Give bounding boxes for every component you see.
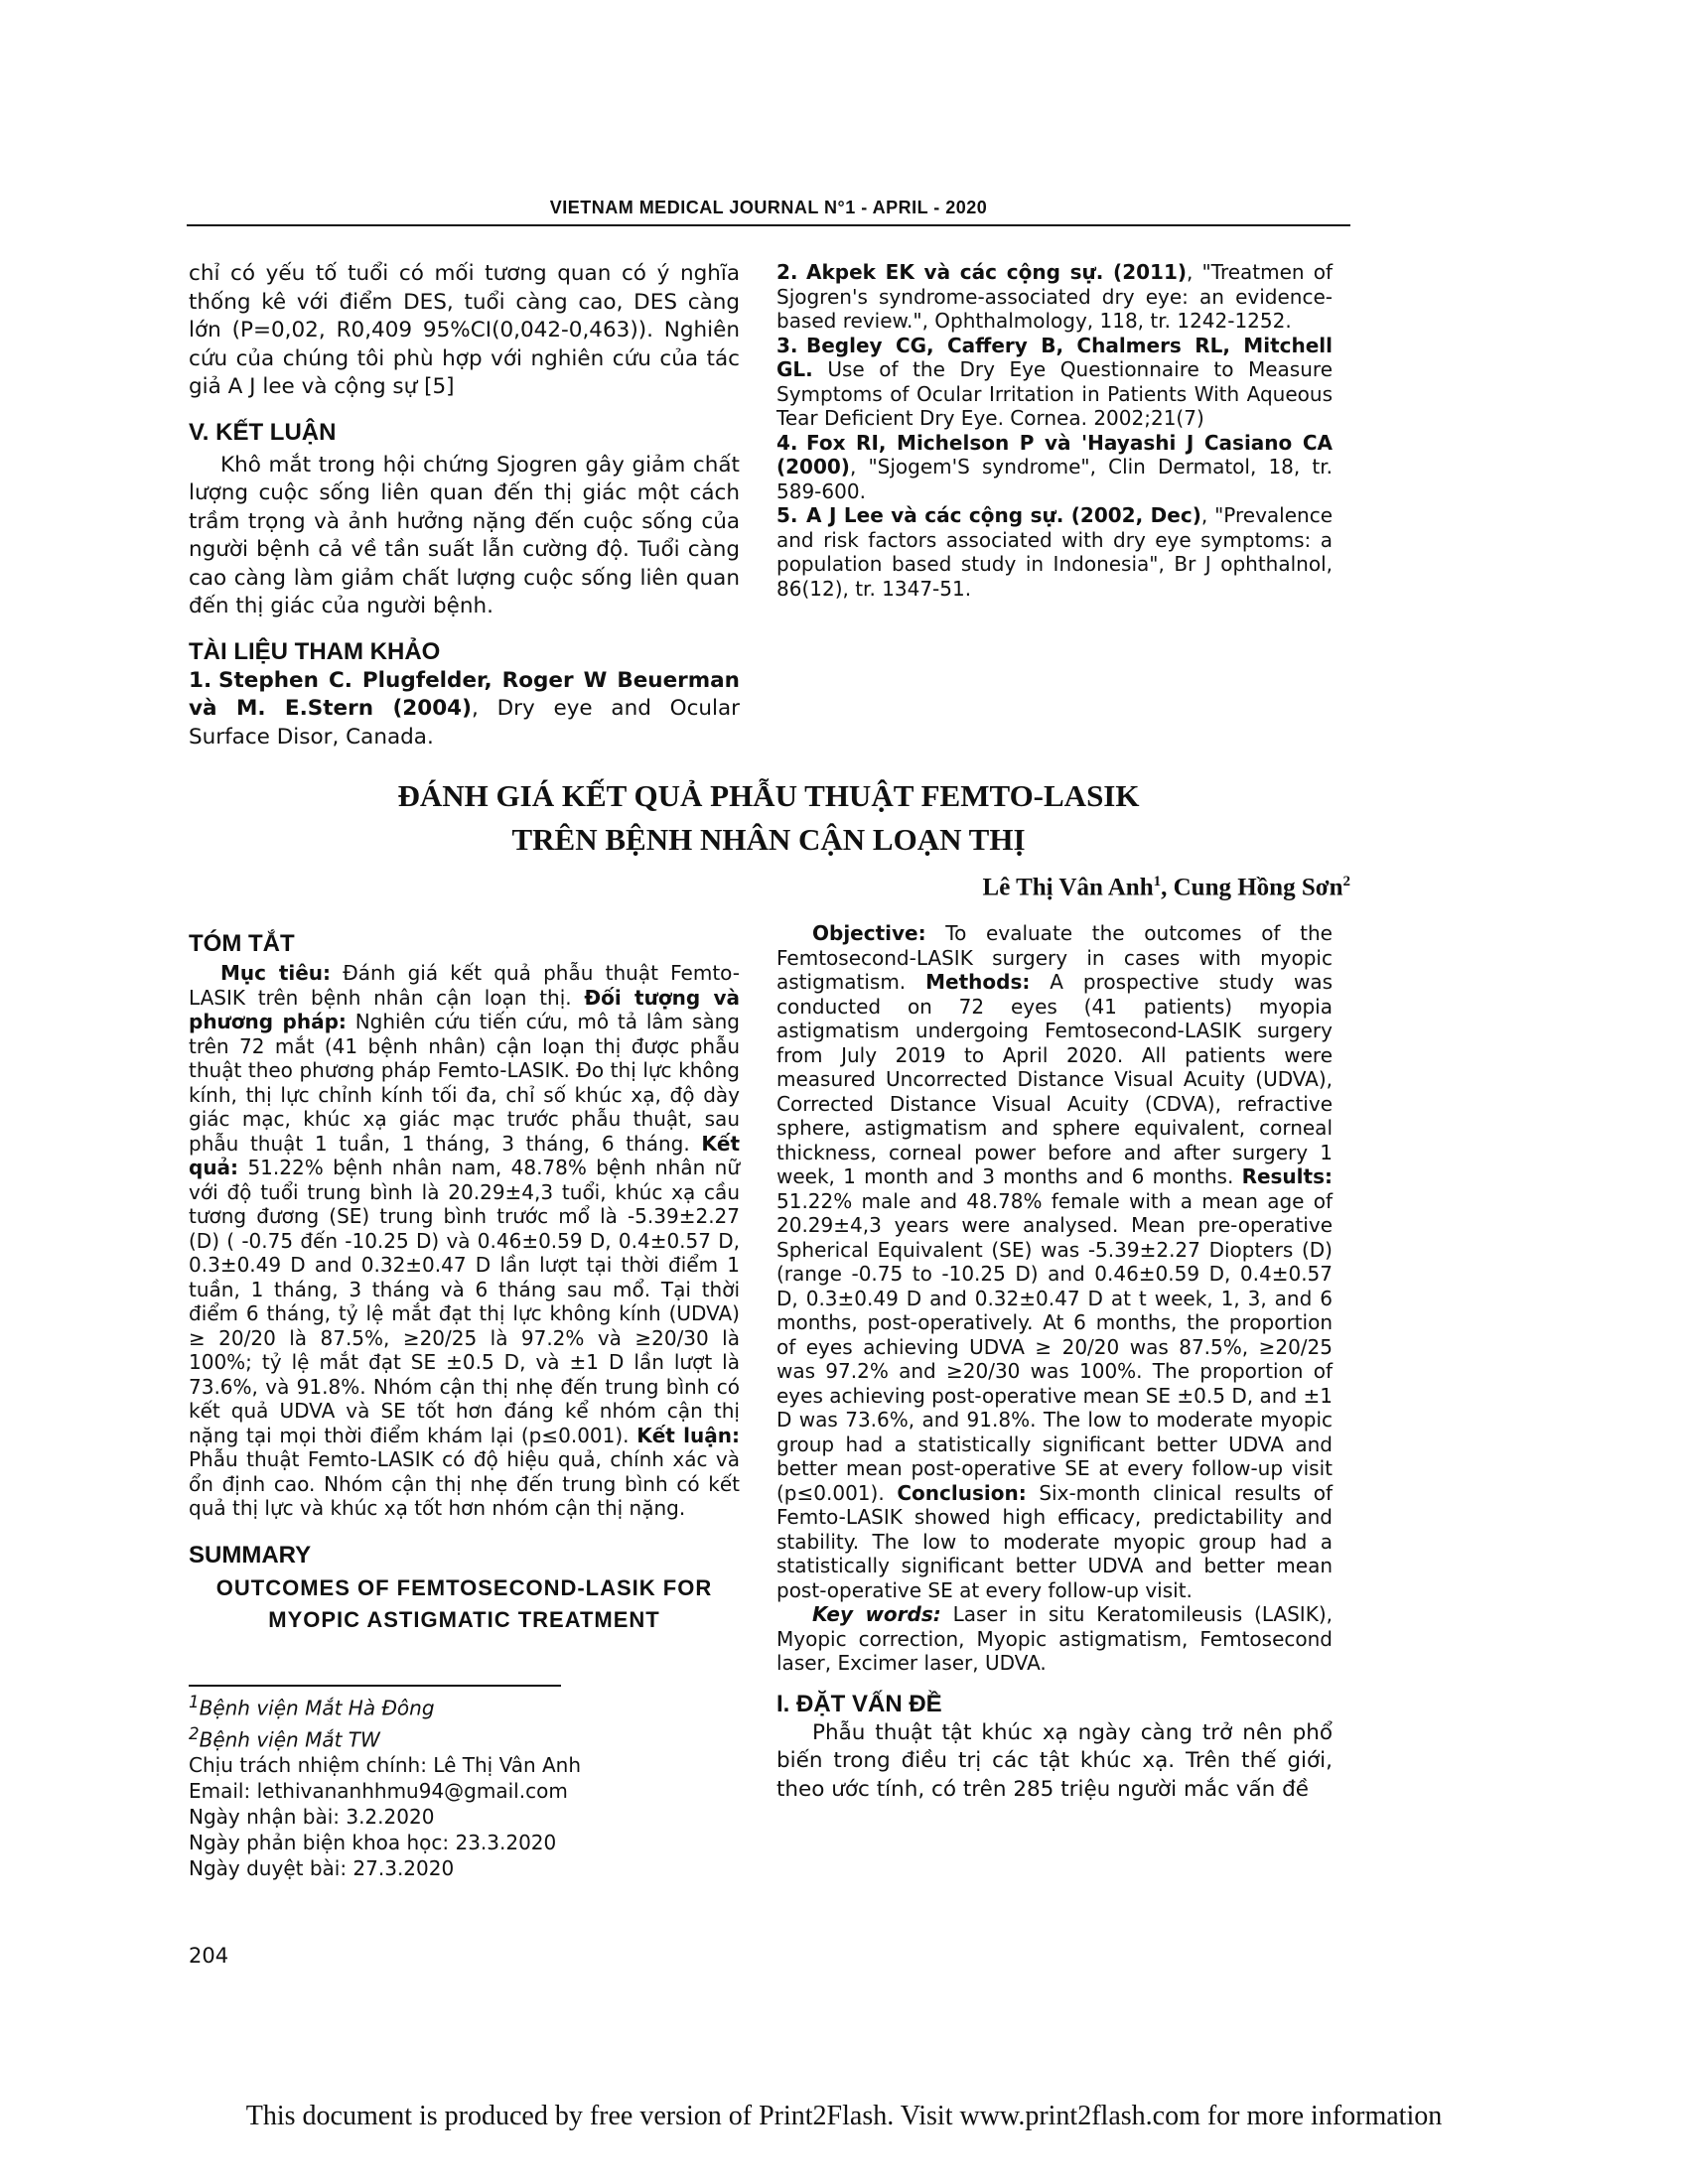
reference-2 (776, 260, 1333, 334)
reference-1-details: , Dry eye and Ocular Surface Disor, Canada. (189, 696, 741, 750)
reference-4-authors: Fox RI, Michelson P và 'Hayashi J Casiano CA (2000) (776, 430, 1333, 478)
conclusion-text-vi: Phẫu thuật Femto-LASIK có độ hiệu quả, chính xác và ổn định cao. Nhóm cận thị nhẹ đến trung bình có kết quả thị lực và khúc xạ tốt hơn nhóm cận thị nặng. (189, 1447, 740, 1520)
abstract-vi-heading: TÓM TẮT (189, 930, 295, 957)
summary-title-line-1: OUTCOMES OF FEMTOSECOND-LASIK FOR (215, 1574, 713, 1600)
reference-3-details: Use of the Dry Eye Questionnaire to Measure Symptoms of Ocular Irritation in Patients With Aqueous Tear Deficient Dry Eye. Cornea. 2002;21(7) (776, 357, 1333, 430)
contact-email: Email: lethivananhhmu94@gmail.com (189, 1779, 568, 1804)
reference-2-details: , "Treatmen of Sjogren's syndrome-associated dry eye: an evidence-based review.", Ophthalmology, 118, tr. 1242-1252. (776, 260, 1333, 333)
results-label-en: Results: (1241, 1164, 1333, 1188)
references-heading: TÀI LIỆU THAM KHẢO (189, 637, 441, 665)
reference-4-details: , "Sjogem'S syndrome", Clin Dermatol, 18, tr. 589-600. (776, 455, 1333, 503)
keywords-text: Laser in situ Keratomileusis (LASIK), Myopic correction, Myopic astigmatism, Femtosecond laser, Excimer laser, UDVA. (776, 1602, 1333, 1675)
objective-label-vi: Mục tiêu: (220, 961, 332, 985)
article-title (187, 774, 1350, 862)
affiliation-1 (189, 1690, 740, 1721)
abstract-en-body (776, 921, 1333, 1602)
methods-text-en: A prospective study was conducted on 72 eyes (41 patients) myopia astigmatism undergoing Femtosecond-LASIK surgery from July 2019 to April 2020. All patients were measured Uncorrected Distance Visual Acuity (UDVA), Corrected Distance Visual Acuity (CDVA), refractive sphere, astigmatism and sphere equivalent, corneal thickness, corneal power before and after surgery 1 week, 1 month and 3 months and 6 months. (776, 970, 1333, 1188)
reference-1-authors: Stephen C. Plugfelder, Roger W Beuerman và M. E.Stern (2004) (189, 667, 740, 721)
reference-3-authors: Begley CG, Caffery B, Chalmers RL, Mitchell GL. (776, 333, 1333, 381)
affiliation-1-marker: 1 (189, 1693, 200, 1711)
accepted-date: Ngày duyệt bài: 27.3.2020 (189, 1856, 455, 1881)
affiliation-2-text: Bệnh viện Mắt TW (199, 1727, 380, 1752)
reference-3 (776, 334, 1333, 431)
reference-2-number: 2. (776, 260, 798, 284)
print2flash-banner: This document is produced by free version of Print2Flash. Visit www.print2flash.com for more information (245, 2101, 1443, 2131)
results-text-vi: 51.22% bệnh nhân nam, 48.78% bệnh nhân nữ với độ tuổi trung bình là 20.29±4,3 tuổi, khúc xạ cầu tương đương (SE) trung bình trước mổ là -5.39±2.27 (D) ( -0.75 đến -10.25 D) và 0.46±0.59 D, 0.4±0.57 D, 0.3±0.49 D and 0.32±0.47 D lần lượt tại thời điểm 1 tuần, 1 tháng, 3 tháng và 6 tháng sau mổ. Tại thời điểm 6 tháng, tỷ lệ mắt đạt thị lực không kính (UDVA) ≥ 20/20 là 87.5%, ≥20/25 là 97.2% và ≥20/30 là 100%; tỷ lệ mắt đạt SE ±0.5 D, và ±1 D lần lượt là 73.6%, và 91.8%. Nhóm cận thị nhẹ đến trung bình có kết quả UDVA và SE tốt hơn đáng kể nhóm cận thị nặng tại mọi thời điểm khám lại (p≤0.001). (189, 1156, 740, 1447)
methods-text-vi: Nghiên cứu tiến cứu, mô tả lâm sàng trên 72 mắt (41 bệnh nhân) cận loạn thị được phẫu thuật theo phương pháp Femto-LASIK. Đo thị lực không kính, thị lực chỉnh kính tối đa, chỉ số khúc xạ, độ dày giác mạc, khúc xạ giác mạc trước phẫu thuật, sau phẫu thuật 1 tuần, 1 tháng, 3 tháng, 6 tháng. (189, 1010, 740, 1156)
objective-text-vi: Đánh giá kết quả phẫu thuật Femto-LASIK trên bệnh nhân cận loạn thị. (189, 961, 740, 1010)
conclusion-label-en: Conclusion: (897, 1480, 1027, 1505)
author-1-affiliation: 1 (1153, 874, 1162, 889)
footnote-divider (189, 1685, 561, 1687)
reference-5-number: 5. (776, 503, 798, 527)
prev-left-column (189, 260, 740, 751)
summary-title-line-2: MYOPIC ASTIGMATIC TREATMENT (268, 1606, 660, 1632)
reference-5-details: , "Prevalence and risk factors associated with dry eye symptoms: a population based study in Indonesia", Br J ophthalnol, 86(12), tr. 1347-51. (776, 503, 1334, 601)
reference-1 (189, 667, 740, 752)
review-date: Ngày phản biện khoa học: 23.3.2020 (189, 1831, 557, 1855)
intro-paragraph: Phẫu thuật tật khúc xạ ngày càng trở nên phổ biến trong điều trị các tật khúc xạ. Trên thế giới, theo ước tính, có trên 285 triệu người mắc vấn đề (776, 1719, 1333, 1802)
summary-heading: SUMMARY (189, 1541, 312, 1569)
reference-2-authors: Akpek EK và các cộng sự. (2011) (806, 260, 1187, 284)
reference-5 (776, 503, 1333, 601)
keywords-label: Key words: (812, 1602, 941, 1626)
keywords (776, 1602, 1333, 1676)
results-label-vi: Kết quả: (189, 1131, 740, 1179)
article-authors (983, 874, 1350, 901)
conclusion-label-vi: Kết luận: (636, 1423, 740, 1447)
conclusion-text-en: Six-month clinical results of Femto-LASIK showed high efficacy, predictability and stability. The low to moderate myopic group had a statistically significant better UDVA and better mean post-operative SE at every follow-up visit. (776, 1480, 1334, 1602)
results-text-en: 51.22% male and 48.78% female with a mean age of 20.29±4,3 years were analysed. Mean pre-operative Spherical Equivalent (SE) was -5.39±2.27 Diopters (D) (range -0.75 to -10.25 D) and 0.46±0.59 D, 0.4±0.57 D, 0.3±0.49 D and 0.32±0.47 D at t week, 1, 3, and 6 months, post-operatively. At 6 months, the proportion of eyes achieving UDVA ≥ 20/20 was 87.5%, ≥20/25 was 97.2% and ≥20/30 was 100%. The proportion of eyes achieving post-operative mean SE ±0.5 D, and ±1 D was 73.6%, and 91.8%. The low to moderate myopic group had a statistically significant better UDVA and better mean post-operative SE at every follow-up visit (p≤0.001). (776, 1188, 1333, 1505)
responsible-author: Chịu trách nhiệm chính: Lê Thị Vân Anh (189, 1753, 582, 1778)
objective-label-en: Objective: (812, 921, 926, 945)
reference-3-number: 3. (776, 333, 798, 357)
author-1: Lê Thị Vân Anh (982, 874, 1154, 901)
reference-5-authors: A J Lee và các cộng sự. (2002, Dec) (806, 503, 1201, 527)
reference-4-number: 4. (776, 430, 798, 455)
author-2-affiliation: 2 (1342, 874, 1350, 889)
abstract-vi-column (189, 929, 740, 1636)
abstract-vi-body (189, 961, 740, 1521)
author-separator: , (1161, 874, 1174, 901)
abstract-en-column (776, 921, 1333, 1804)
conclusion-paragraph: Khô mắt trong hội chứng Sjogren gây giảm chất lượng cuộc sống liên quan đến thị giác một cách trầm trọng và ảnh hưởng nặng đến cuộc sống của người bệnh cả về tần suất lẫn cường độ. Tuổi càng cao càng làm giảm chất lượng cuộc sống liên quan đến thị giác của người bệnh. (189, 452, 740, 618)
objective-text-en: To evaluate the outcomes of the Femtosecond-LASIK surgery in cases with myopic astigmatism. (776, 921, 1333, 994)
prev-right-column (776, 260, 1333, 601)
page-number: 204 (189, 1944, 229, 1968)
reference-1-number: 1. (189, 667, 212, 693)
author-2: Cung Hồng Sơn (1173, 874, 1343, 901)
running-header: VIETNAM MEDICAL JOURNAL N°1 - APRIL - 2020 (187, 198, 1350, 226)
article-title-line-1: ĐÁNH GIÁ KẾT QUẢ PHẪU THUẬT FEMTO-LASIK (397, 778, 1140, 813)
affiliation-2 (189, 1721, 740, 1753)
affiliation-2-marker: 2 (189, 1723, 200, 1743)
received-date: Ngày nhận bài: 3.2.2020 (189, 1805, 435, 1830)
methods-label-en: Methods: (925, 970, 1031, 994)
prev-discussion-paragraph: chỉ có yếu tố tuổi có mối tương quan có ý nghĩa thống kê với điểm DES, tuổi càng cao, DES càng lớn (P=0,02, R0,409 95%CI(0,042-0,463)). Nghiên cứu của chúng tôi phù hợp với nghiên cứu của tác giả A J lee và cộng sự [5] (189, 261, 740, 399)
intro-heading: I. ĐẶT VẤN ĐỀ (776, 1690, 942, 1717)
affiliation-1-text: Bệnh viện Mắt Hà Đông (199, 1696, 435, 1720)
reference-4 (776, 431, 1333, 504)
methods-label-vi: Đối tượng và phương pháp: (189, 985, 740, 1033)
footnotes (189, 1690, 740, 1881)
article-title-line-2: TRÊN BỆNH NHÂN CẬN LOẠN THỊ (511, 822, 1026, 857)
conclusion-heading: V. KẾT LUẬN (189, 418, 337, 446)
